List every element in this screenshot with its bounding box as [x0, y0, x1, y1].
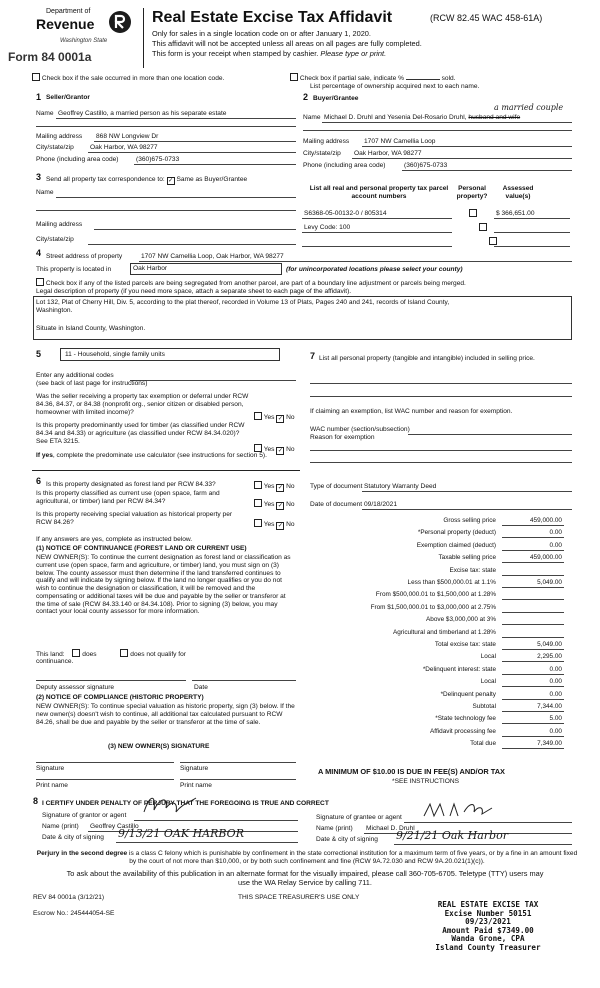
buyer-name-label: Name — [303, 114, 321, 121]
section-8-number: 8 — [33, 796, 39, 806]
tax-row-label: Agricultural and timberland at 1.28% — [392, 628, 496, 636]
wac-number-label: WAC number (section/subsection) — [310, 426, 410, 433]
tax-row-label: Gross selling price — [443, 517, 496, 524]
forest-yes-no: Yes ✓ No — [254, 481, 295, 492]
tax-row-value[interactable]: 5,049.00 — [537, 579, 562, 586]
current-use-question: Is this property classified as current use (open space, farm and agricultural, or timber) land per RCW 84.34? — [36, 490, 220, 505]
doc-type[interactable]: Statutory Warranty Deed — [364, 483, 437, 490]
form-title: Real Estate Excise Tax Affidavit — [152, 9, 393, 26]
notice-compliance-text: NEW OWNER(S): To continue special valuation as historic property, sign (3) below. If the new owner(s) doesn't wish to continue, all additional tax calculated pursuant to RCW 84.26, shall be due and payable by the seller or transferor at the time of sale. — [36, 703, 295, 726]
buyer-mailing[interactable]: 1707 NW Camellia Loop — [364, 138, 436, 145]
segregated-checkbox[interactable] — [36, 278, 44, 286]
buyer-mailing-label: Mailing address — [303, 138, 350, 145]
does-not-qualify-checkbox[interactable] — [120, 649, 128, 657]
grantor-signature — [140, 790, 200, 820]
personal-property-list-label: List all personal property (tangible and intangible) included in selling price. — [319, 355, 535, 362]
header-sub1: Only for sales in a single location code on or after January 1, 2020. — [152, 29, 371, 38]
correspondence-label: Send all property tax correspondence to: ✓ Same as Buyer/Grantee — [46, 176, 248, 184]
tax-row-value[interactable]: 7,349.00 — [537, 740, 562, 748]
revision-number: REV 84 0001a (3/12/21) — [33, 894, 105, 901]
see-instructions-note: *SEE INSTRUCTIONS — [392, 778, 460, 785]
tax-row-label: Total excise tax: state — [434, 641, 496, 648]
assessed-value[interactable]: $ 366,651.00 — [496, 210, 535, 217]
grantee-signature — [420, 798, 500, 822]
levy-code[interactable]: Levy Code: 100 — [304, 224, 351, 231]
forest-no-checkbox[interactable]: ✓ — [277, 485, 283, 491]
list-percentage: List percentage of ownership acquired next to each name. — [310, 83, 480, 90]
historic-yes-no: Yes ✓ No — [254, 519, 295, 530]
timber-note: If yes, complete the predominate use calculator (see instructions for section 5). — [36, 452, 267, 459]
segregated-row: Check box if any of the listed parcels are being segregated from another parcel, are part of a boundary line adjustment or parcels being merged. — [36, 278, 466, 288]
exemption-no-checkbox[interactable]: ✓ — [277, 416, 283, 422]
same-as-buyer-checkbox[interactable]: ✓ — [168, 178, 174, 184]
see-back-note: (see back of last page for instructions) — [36, 380, 148, 387]
tax-row-value[interactable]: 0.00 — [549, 529, 562, 537]
timber-yes-no: Yes ✓ No — [254, 444, 295, 455]
notice-compliance-title: (2) NOTICE OF COMPLIANCE (HISTORIC PROPERTY) — [36, 694, 204, 701]
does-qualify-checkbox[interactable] — [72, 649, 80, 657]
street-address[interactable]: 1707 NW Camellia Loop, Oak Harbor, WA 98277 — [141, 253, 284, 260]
section-7-number: 7 — [310, 351, 316, 361]
current-use-yes-checkbox[interactable] — [254, 499, 262, 507]
signature-label-2: Signature — [180, 765, 209, 772]
tax-row-value[interactable]: 0.00 — [549, 541, 562, 549]
located-in-field[interactable]: Oak Harbor — [130, 263, 282, 275]
tax-row-label: Excise tax: state — [449, 566, 496, 574]
this-land-row: This land: does does not qualify for — [36, 651, 186, 658]
buyer-city[interactable]: Oak Harbor, WA 98277 — [354, 150, 422, 157]
tax-row-value[interactable]: 459,000.00 — [530, 554, 562, 562]
continuance-label: continuance. — [36, 658, 74, 665]
buyer-heading: Buyer/Grantee — [313, 95, 359, 102]
buyer-handwritten-note: a married couple — [494, 103, 564, 112]
buyer-phone-label: Phone (including area code) — [303, 162, 386, 169]
partial-sale-row: Check box if partial sale, indicate % sold. — [290, 73, 456, 83]
legal-description-field[interactable]: Lot 132, Plat of Cherry Hill, Div. 5, according to the plat thereof, recorded in Volume 13 of Plats, Pages 240 and 241, records of Island County, Washington. Situate in Island County, Washington. — [33, 296, 572, 340]
tax-row-label: From $500,000.01 to $1,500,000 at 1.28% — [375, 591, 496, 599]
washington-state: Washington State — [60, 38, 108, 44]
alternate-format-note: To ask about the availability of this publication in an alternate format for the visually impaired, please call 360-705-6705. Teletype (TTY) users may use the WA Relay Service by calling 711. — [66, 869, 544, 887]
corr-name-label: Name — [36, 189, 54, 196]
timber-yes-checkbox[interactable] — [254, 444, 262, 452]
multi-location-checkbox[interactable] — [32, 73, 40, 81]
deputy-signature-label: Deputy assessor signature — [36, 684, 115, 691]
treasurer-stamp: REAL ESTATE EXCISE TAX Excise Number 50151 09/23/2021 Amount Paid $7349.00 Wanda Grone, CPA Island County Treasurer — [435, 900, 541, 952]
corr-mailing-label: Mailing address — [36, 221, 83, 228]
forest-yes-checkbox[interactable] — [254, 481, 262, 489]
exemption-yes-no: Yes ✓ No — [254, 412, 295, 423]
timber-no-checkbox[interactable]: ✓ — [277, 448, 283, 454]
personal-property-col-header: Personal property? — [456, 185, 488, 200]
buyer-phone[interactable]: (360)675-0733 — [404, 162, 448, 169]
street-address-label: Street address of property — [46, 253, 123, 260]
buyer-city-label: City/state/zip — [303, 150, 341, 157]
partial-sale-checkbox[interactable] — [290, 73, 298, 81]
seller-city[interactable]: Oak Harbor, WA 98277 — [90, 144, 158, 151]
seller-phone[interactable]: (360)675-0733 — [136, 156, 180, 163]
grantee-date-city-label: Date & city of signing — [316, 836, 378, 843]
grantor-date-city[interactable]: 9/13/21 OAK HARBOR — [118, 827, 244, 840]
timber-question: Is this property predominantly used for timber (as classified under RCW 84.34 and 84.33) or agriculture (as classified under RCW 84.34.020)? See ETA 3215. — [36, 422, 245, 445]
forest-land-question: Is this property designated as forest land per RCW 84.33? — [46, 481, 216, 488]
doc-date-label: Date of document — [310, 501, 363, 508]
personal-property-checkbox-3[interactable] — [489, 237, 497, 245]
notice-continuance-text: NEW OWNER(S): To continue the current designation as forest land or classification as current use (open space, farm and agriculture, or timber) land, you must sign on (3) below. The county assessor must then determine if the land transferred continues to qualify and will indicate by signing below. If the land no longer qualifies or you do not wish to continue the designation or classification, it will be removed and the compensating or additional taxes will be due and payable by the seller or transferor at the time of sale (RCW 84.33.140 or 84.34.108). Prior to signing (3) below, you may contact your local county assessor for more information. — [36, 554, 291, 616]
tax-row-value[interactable]: 2,295.00 — [537, 653, 562, 661]
tax-row-label: Local — [480, 678, 496, 686]
section-2-number: 2 — [303, 92, 309, 102]
tax-row-value[interactable]: 5.00 — [549, 715, 562, 723]
seller-name-label: Name — [36, 110, 54, 117]
claim-exemption-label: If claiming an exemption, list WAC number and reason for exemption. — [310, 408, 513, 415]
grantee-signature-label: Signature of grantee or agent — [316, 814, 402, 821]
historic-no-checkbox[interactable]: ✓ — [277, 523, 283, 529]
current-use-yes-no: Yes ✓ No — [254, 499, 295, 510]
grantor-signature-label: Signature of grantor or agent — [42, 812, 127, 819]
grantee-name-label: Name (print) — [316, 825, 353, 832]
tax-row-value[interactable]: 459,000.00 — [530, 517, 562, 524]
dor-logo — [8, 8, 134, 66]
assessed-value-col-header: Assessed value(s) — [502, 185, 534, 200]
buyer-name[interactable]: Michael D. Druhl and Yesenia Del-Rosario Druhl, husband and wife — [324, 114, 521, 121]
grantor-name[interactable]: Geoffrey Castillo — [90, 823, 139, 830]
buyer-struck-text: husband and wife — [468, 114, 521, 121]
tax-row-label: Exemption claimed (deduct) — [416, 541, 496, 549]
grantee-name[interactable]: Michael D. Druhl — [366, 825, 415, 832]
grantee-date-city[interactable]: 9/21/21 Oak Harbor — [396, 829, 508, 842]
treasurer-use-note: THIS SPACE TREASURER'S USE ONLY — [238, 894, 360, 901]
revenue-word: Revenue — [36, 16, 95, 32]
tax-row-label: *Delinquent penalty — [440, 690, 496, 698]
tax-row-label: *Delinquent interest: state — [422, 665, 496, 673]
new-owner-signature-heading: (3) NEW OWNER(S) SIGNATURE — [108, 743, 210, 750]
use-code-field[interactable]: 11 - Household, single family units — [60, 348, 280, 361]
seller-heading: Seller/Grantor — [46, 94, 90, 101]
exemption-question: Was the seller receiving a property tax exemption or deferral under RCW 84.36, 84.37, or 84.38 (nonprofit org., senior citizen or disabled person, homeowner with limited income)? — [36, 393, 249, 416]
tax-row-value[interactable]: 0.00 — [549, 665, 562, 673]
tax-row-label: Affidavit processing fee — [430, 727, 496, 735]
unincorporated-note: (for unincorporated locations please select your county) — [286, 266, 463, 273]
tax-row-label: Above $3,000,000 at 3% — [426, 616, 496, 624]
section-3-number: 3 — [36, 172, 42, 182]
certify-statement: I CERTIFY UNDER PENALTY OF PERJURY THAT THE FOREGOING IS TRUE AND CORRECT — [42, 800, 329, 807]
seller-mailing-label: Mailing address — [36, 133, 83, 140]
tax-row-value[interactable]: 5,049.00 — [537, 641, 562, 648]
tax-row-label: *State technology fee — [435, 715, 496, 723]
minimum-due-note: A MINIMUM OF $10.00 IS DUE IN FEE(S) AND/OR TAX — [318, 767, 505, 776]
form-citation: (RCW 82.45 WAC 458-61A) — [430, 13, 543, 23]
seller-phone-label: Phone (including area code) — [36, 156, 119, 163]
section-5-number: 5 — [36, 349, 42, 359]
signature-label-1: Signature — [36, 765, 65, 772]
exemption-yes-checkbox[interactable] — [254, 412, 262, 420]
multi-location-row: Check box if the sale occurred in more than one location code. — [32, 73, 224, 83]
header-sub2: This affidavit will not be accepted unless all areas on all pages are fully completed. — [152, 39, 422, 48]
deputy-date-label: Date — [194, 684, 208, 691]
reason-exemption-label: Reason for exemption — [310, 434, 375, 441]
section-1-number: 1 — [36, 92, 42, 102]
corr-city-label: City/state/zip — [36, 236, 74, 243]
grantor-name-label: Name (print) — [42, 823, 79, 830]
legal-description-label: Legal description of property (if you need more space, attach a separate sheet to each page of the affidavit). — [36, 288, 352, 295]
form-number: Form 84 0001a — [8, 50, 92, 64]
section-6-number: 6 — [36, 476, 42, 486]
located-in-label: This property is located in — [36, 266, 112, 273]
tax-row-label: *Personal property (deduct) — [417, 529, 496, 537]
section-4-number: 4 — [36, 248, 42, 258]
personal-property-checkbox-2[interactable] — [479, 223, 487, 231]
tax-row-value[interactable]: 7,344.00 — [537, 703, 562, 710]
doc-date[interactable]: 09/18/2021 — [364, 501, 398, 508]
seller-mailing[interactable]: 868 NW Longview Dr — [96, 133, 159, 140]
tax-row-label: Less than $500,000.01 at 1.1% — [407, 579, 496, 586]
historic-yes-checkbox[interactable] — [254, 519, 262, 527]
print-name-label-2: Print name — [180, 782, 212, 789]
tax-row-value[interactable]: 0.00 — [549, 690, 562, 698]
historic-question: Is this property receiving special valuation as historical property per RCW 84.26? — [36, 511, 233, 526]
escrow-number: 245444054-SE — [70, 910, 115, 917]
escrow-row: Escrow No.: 245444054-SE — [33, 910, 115, 917]
grantor-date-city-label: Date & city of signing — [42, 834, 104, 841]
if-yes-note: If any answers are yes, complete as instructed below. — [36, 536, 193, 543]
additional-codes-label: Enter any additional codes — [36, 372, 114, 379]
tax-row-label: Total due — [470, 740, 496, 748]
current-use-no-checkbox[interactable]: ✓ — [277, 503, 283, 509]
notice-continuance-title: (1) NOTICE OF CONTINUANCE (FOREST LAND OR CURRENT USE) — [36, 545, 247, 552]
seller-city-label: City/state/zip — [36, 144, 74, 151]
tax-row-value[interactable]: 0.00 — [549, 678, 562, 686]
tax-row-label: Subtotal — [472, 703, 496, 710]
dept-of: Department of — [46, 8, 91, 15]
tax-row-label: From $1,500,000.01 to $3,000,000 at 2.75% — [370, 603, 496, 611]
tax-row-label: Local — [480, 653, 496, 661]
parcel-col-header: List all real and personal property tax parcel account numbers — [309, 185, 449, 200]
revenue-r-icon — [108, 10, 132, 34]
tax-row-value[interactable]: 0.00 — [549, 727, 562, 735]
personal-property-checkbox-1[interactable] — [469, 209, 477, 217]
header-sub3: This form is your receipt when stamped by cashier. Please type or print. — [152, 49, 387, 58]
parcel-number[interactable]: S6368-05-00132-0 / 805314 — [304, 210, 387, 217]
print-name-label-1: Print name — [36, 782, 68, 789]
seller-name[interactable]: Geoffrey Castillo, a married person as his separate estate — [58, 110, 227, 117]
perjury-notice: Perjury in the second degree is a class C felony which is punishable by confinement in the state correctional institution for a maximum term of five years, or by a fine in an amount fixed by the court of not more than $10,000, or by both such confinement and fine (RCW 9A.72.030 and RCW 9A.20.021(1)(c)). — [36, 850, 578, 865]
doc-type-label: Type of document — [310, 483, 363, 490]
tax-row-label: Taxable selling price — [438, 554, 496, 562]
